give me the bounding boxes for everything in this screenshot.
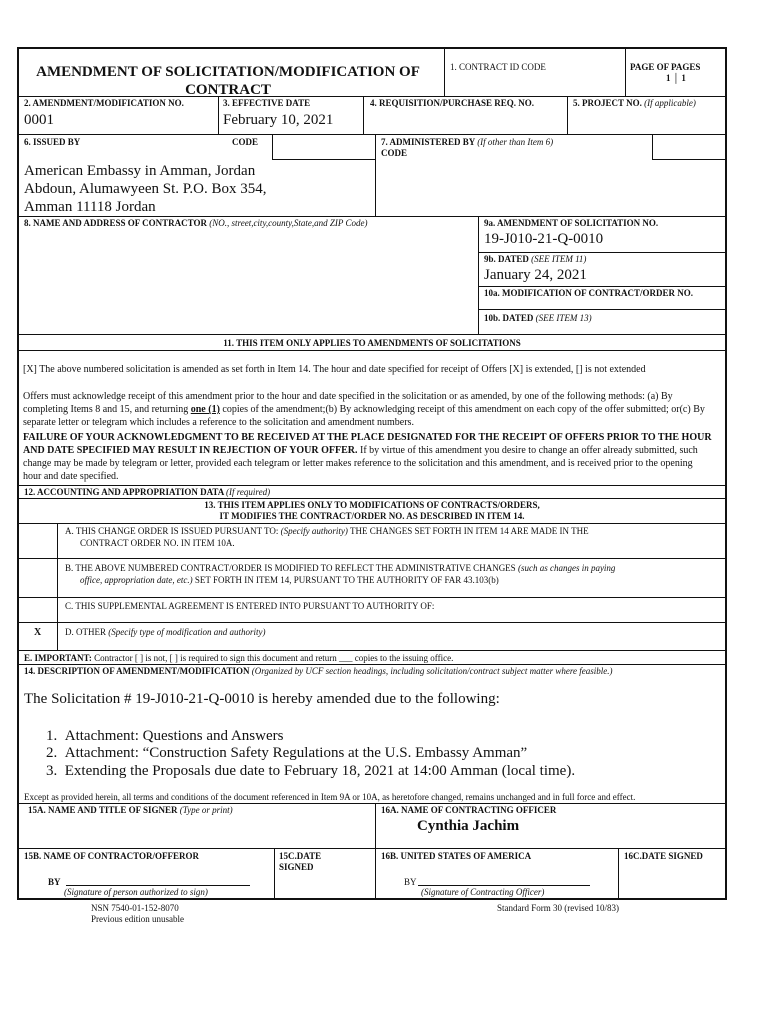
contracting-officer-name: Cynthia Jachim [417, 818, 520, 834]
administered-code-label: CODE [381, 148, 408, 158]
item-16c-label: 16C.DATE SIGNED [624, 851, 703, 861]
item-10b-label: 10b. DATED (SEE ITEM 13) [484, 313, 592, 323]
contractor-signature-line[interactable] [66, 885, 250, 886]
previous-edition-note: Previous edition unusable [91, 914, 184, 924]
issuer-line-1: American Embassy in Amman, Jordan [24, 163, 256, 179]
project-no-label: 5. PROJECT NO. (If applicable) [573, 98, 696, 108]
item-15b-label: 15B. NAME OF CONTRACTOR/OFFEROR [24, 851, 200, 861]
item-13-header-2: IT MODIFIES THE CONTRACT/ORDER NO. AS DESCRIBED IN ITEM 14. [219, 511, 525, 521]
item-10a-label: 10a. MODIFICATION OF CONTRACT/ORDER NO. [484, 288, 694, 298]
item-16b-label: 16B. UNITED STATES OF AMERICA [381, 851, 532, 861]
amendment-no-value: 0001 [24, 112, 54, 128]
item-13c-text: C. THIS SUPPLEMENTAL AGREEMENT IS ENTERED INTO PURSUANT TO AUTHORITY OF: [65, 601, 435, 611]
item-14-list-2: 2. Attachment: “Construction Safety Regulations at the U.S. Embassy Amman” [46, 745, 528, 761]
item-13b-text-1: B. THE ABOVE NUMBERED CONTRACT/ORDER IS MODIFIED TO REFLECT THE ADMINISTRATIVE CHANGES (such as changes in paying [65, 563, 616, 573]
item-15c-label-1: 15C.DATE [279, 851, 322, 861]
item-9a-value: 19-J010-21-Q-0010 [484, 231, 604, 247]
item-14-intro: The Solicitation # 19-J010-21-Q-0010 is hereby amended due to the following: [24, 691, 500, 707]
item-13d-text: D. OTHER (Specify type of modification and authority) [65, 627, 266, 637]
issued-code-box [272, 134, 376, 160]
item-13a-text-2: CONTRACT ORDER NO. IN ITEM 10A. [80, 538, 235, 548]
administered-code-box [652, 134, 727, 160]
item-13a-text-1: A. THIS CHANGE ORDER IS ISSUED PURSUANT TO: (Specify authority) THE CHANGES SET FORTH IN ITEM 14 ARE MADE IN THE [65, 526, 589, 536]
nsn-number: NSN 7540-01-152-8070 [91, 903, 179, 913]
standard-form-label: Standard Form 30 (revised 10/83) [497, 903, 619, 913]
item-15c-label-2: SIGNED [279, 862, 314, 872]
important-line: E. IMPORTANT: Contractor [ ] is not, [ ] is required to sign this document and return ___ copies to the issuing office. [24, 653, 454, 663]
contract-id-label: 1. CONTRACT ID CODE [450, 62, 546, 72]
item-14-list-1: 1. Attachment: Questions and Answers [46, 728, 284, 744]
item-13b-text-2: office, appropriation date, etc.) SET FORTH IN ITEM 14, PURSUANT TO THE AUTHORITY OF FAR 43.103(b) [80, 575, 499, 585]
item-11-header: 11. THIS ITEM ONLY APPLIES TO AMENDMENTS OF SOLICITATIONS [223, 338, 521, 348]
page-label: PAGE OF PAGES [630, 62, 701, 72]
item-13-header-1: 13. THIS ITEM APPLIES ONLY TO MODIFICATIONS OF CONTRACTS/ORDERS, [204, 500, 540, 510]
effective-date-label: 3. EFFECTIVE DATE [223, 98, 311, 108]
contractor-signature-caption: (Signature of person authorized to sign) [64, 887, 208, 897]
effective-date-value: February 10, 2021 [223, 112, 334, 128]
officer-signature-line[interactable] [418, 885, 590, 886]
item-11-paragraph-1: [X] The above numbered solicitation is amended as set forth in Item 14. The hour and date specified for receipt of Offers [X] is extended, [] is not extended [23, 364, 646, 375]
officer-by-label: BY [404, 877, 417, 887]
item-11-paragraph-2: Offers must acknowledge receipt of this amendment prior to the hour and date specified in the solicitation or as amended, by one of the following methods: (a) By completing Items 8 and 15, and returning one (1) copies of the amendment;(b) By acknowledging receipt of this amendment on each copy of the offer submitted; or(c) By separate letter or telegram which includes a reference to the solicitation and amendment numbers. [23, 391, 705, 428]
item-14-list-3: 3. Extending the Proposals due date to February 18, 2021 at 14:00 Amman (local time). [46, 763, 576, 779]
item-15a-label: 15A. NAME AND TITLE OF SIGNER (Type or print) [28, 805, 233, 815]
item-9b-value: January 24, 2021 [484, 267, 587, 283]
form-title: AMENDMENT OF SOLICITATION/MODIFICATION OF CONTRACT [36, 64, 420, 98]
item-9b-label: 9b. DATED (SEE ITEM 11) [484, 254, 587, 264]
contractor-by-label: BY [48, 877, 61, 887]
page-value: 1 │ 1 [666, 73, 686, 83]
requisition-label: 4. REQUISITION/PURCHASE REQ. NO. [370, 98, 535, 108]
item-14-label: 14. DESCRIPTION OF AMENDMENT/MODIFICATION (Organized by UCF section headings, including solicitation/contract subject matter where feasible.) [24, 666, 613, 676]
issuer-line-2: Abdoun, Alumawyeen St. P.O. Box 354, [24, 181, 267, 197]
administered-by-label: 7. ADMINISTERED BY (If other than Item 6) [381, 137, 554, 147]
issued-code-label: CODE [232, 137, 259, 147]
item-13d-checkbox[interactable]: X [34, 627, 42, 638]
amendment-no-label: 2. AMENDMENT/MODIFICATION NO. [24, 98, 184, 108]
officer-signature-caption: (Signature of Contracting Officer) [421, 887, 545, 897]
item-11-paragraph-3: FAILURE OF YOUR ACKNOWLEDGMENT TO BE RECEIVED AT THE PLACE DESIGNATED FOR THE RECEIPT OF OFFERS PRIOR TO THE HOUR AND DATE SPECIFIED MAY RESULT IN REJECTION OF YOUR OFFER. If by virtue of this amendment you desire to change an offer already submitted, such change may be made by telegram or letter, provided each telegram or letter makes reference to the solicitation and this amendment, and is received prior to the opening hour and date specified. [23, 432, 712, 482]
item-16a-label: 16A. NAME OF CONTRACTING OFFICER [381, 805, 557, 815]
except-note: Except as provided herein, all terms and conditions of the document referenced in Item 9A or 10A, as heretofore changed, remains unchanged and in full force and effect. [24, 792, 636, 802]
issued-by-label: 6. ISSUED BY [24, 137, 81, 147]
item-12-label: 12. ACCOUNTING AND APPROPRIATION DATA (If required) [24, 487, 271, 497]
issuer-line-3: Amman 11118 Jordan [24, 199, 156, 215]
contractor-label: 8. NAME AND ADDRESS OF CONTRACTOR (NO., street,city,county,State,and ZIP Code) [24, 218, 368, 228]
item-9a-label: 9a. AMENDMENT OF SOLICITATION NO. [484, 218, 659, 228]
